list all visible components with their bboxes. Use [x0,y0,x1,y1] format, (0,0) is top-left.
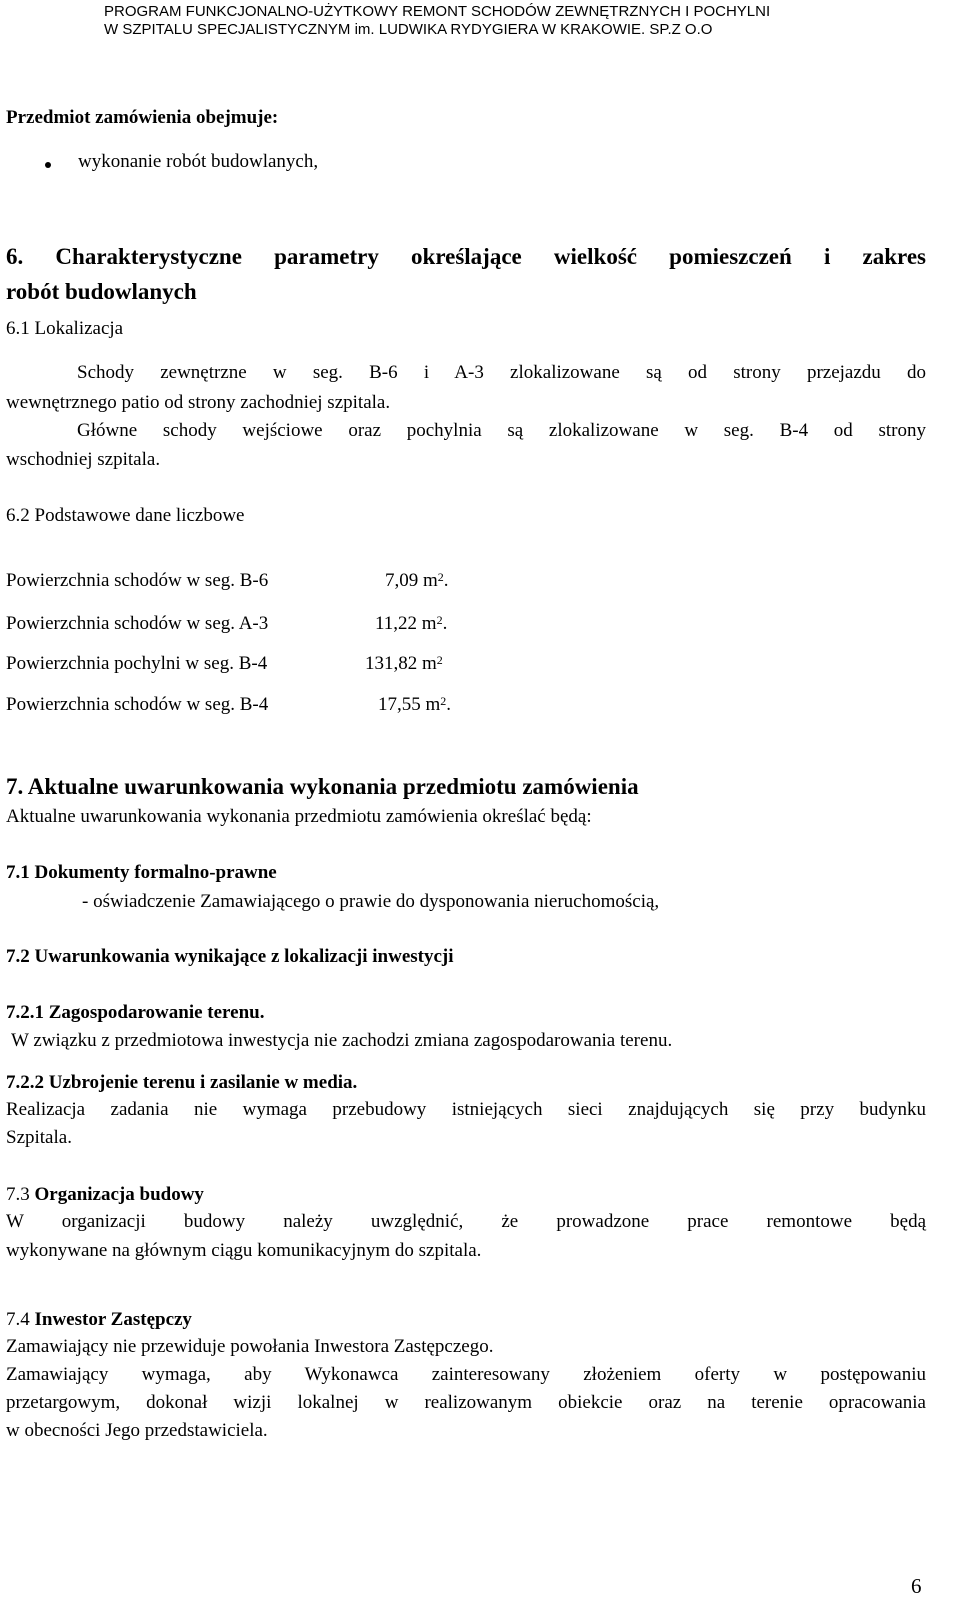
data-row-value: 17,55 $m^2$. [378,694,452,715]
section-7-3-text-line-1: W organizacji budowy należy uwzględnić, że prowadzone prace remontowe będą [6,1211,926,1232]
section-6-2-heading: 6.2 Podstawowe dane liczbowe [6,505,245,526]
location-paragraph-2-line-1: Główne schody wejściowe oraz pochylnia są zlokalizowane w seg. B-4 od strony [77,420,926,441]
section-7-2-heading: 7.2 Uwarunkowania wynikające z lokalizacji inwestycji [6,946,454,967]
bullet-icon [45,162,51,168]
header-line-1: PROGRAM FUNKCJONALNO-UŻYTKOWY REMONT SCHODÓW ZEWNĘTRZNYCH I POCHYLNI [104,3,771,20]
data-row-label: Powierzchnia schodów w seg. A-3 [6,613,269,634]
section-7-1-item: - oświadczenie Zamawiającego o prawie do dysponowania nieruchomością, [82,891,660,912]
section-7-2-1-heading: 7.2.1 Zagospodarowanie terenu. [6,1002,265,1023]
page-number: 6 [911,1574,922,1598]
section-7-heading: 7. Aktualne uwarunkowania wykonania przedmiotu zamówienia [6,774,639,799]
location-paragraph-2-line-2: wschodniej szpitala. [6,449,161,470]
section-7-4-heading: 7.4 Inwestor Zastępczy [6,1309,192,1330]
section-7-2-2-text-line-1: Realizacja zadania nie wymaga przebudowy istniejących sieci znajdujących się przy budynku [6,1099,926,1120]
data-row-value: 7,09 $m^2$. [385,570,449,591]
section-7-4-text-1: Zamawiający nie przewiduje powołania Inwestora Zastępczego. [6,1336,494,1357]
section-7-2-1-text: W związku z przedmiotowa inwestycja nie zachodzi zmiana zagospodarowania terenu. [11,1030,673,1051]
section-7-4-text-2-line-3: w obecności Jego przedstawiciela. [6,1420,268,1441]
section-7-4-text-2-line-1: Zamawiający wymaga, aby Wykonawca zainteresowany złożeniem oferty w postępowaniu [6,1364,926,1385]
section-7-1-heading: 7.1 Dokumenty formalno-prawne [6,862,277,883]
section-7-intro: Aktualne uwarunkowania wykonania przedmiotu zamówienia określać będą: [6,806,592,827]
location-paragraph-1-line-1: Schody zewnętrzne w seg. B-6 i A-3 zlokalizowane są od strony przejazdu do [77,362,926,383]
data-row-label: Powierzchnia schodów w seg. B-4 [6,694,269,715]
scope-bullet-item: wykonanie robót budowlanych, [78,151,319,172]
data-row-value: 131,82 $m^2$ [365,653,443,674]
section-6-heading-line-1: 6. Charakterystyczne parametry określające wielkość pomieszczeń i zakres [6,244,926,269]
scope-heading: Przedmiot zamówienia obejmuje: [6,107,279,128]
section-7-4-text-2-line-2: przetargowym, dokonał wizji lokalnej w realizowanym obiekcie oraz na terenie opracowania [6,1392,926,1413]
section-7-2-2-text-line-2: Szpitala. [6,1127,72,1148]
section-7-2-2-heading: 7.2.2 Uzbrojenie terenu i zasilanie w media. [6,1072,358,1093]
data-row-label: Powierzchnia pochylni w seg. B-4 [6,653,268,674]
section-6-heading-line-2: robót budowlanych [6,279,197,304]
header-line-2: W SZPITALU SPECJALISTYCZNYM im. LUDWIKA RYDYGIERA W KRAKOWIE. SP.Z O.O [104,21,713,38]
section-7-3-heading: 7.3 Organizacja budowy [6,1184,204,1205]
section-7-3-text-line-2: wykonywane na głównym ciągu komunikacyjnym do szpitala. [6,1240,482,1261]
section-6-1-heading: 6.1 Lokalizacja [6,318,124,339]
data-row-label: Powierzchnia schodów w seg. B-6 [6,570,269,591]
location-paragraph-1-line-2: wewnętrznego patio od strony zachodniej szpitala. [6,392,391,413]
data-row-value: 11,22 $m^2$. [375,613,448,634]
